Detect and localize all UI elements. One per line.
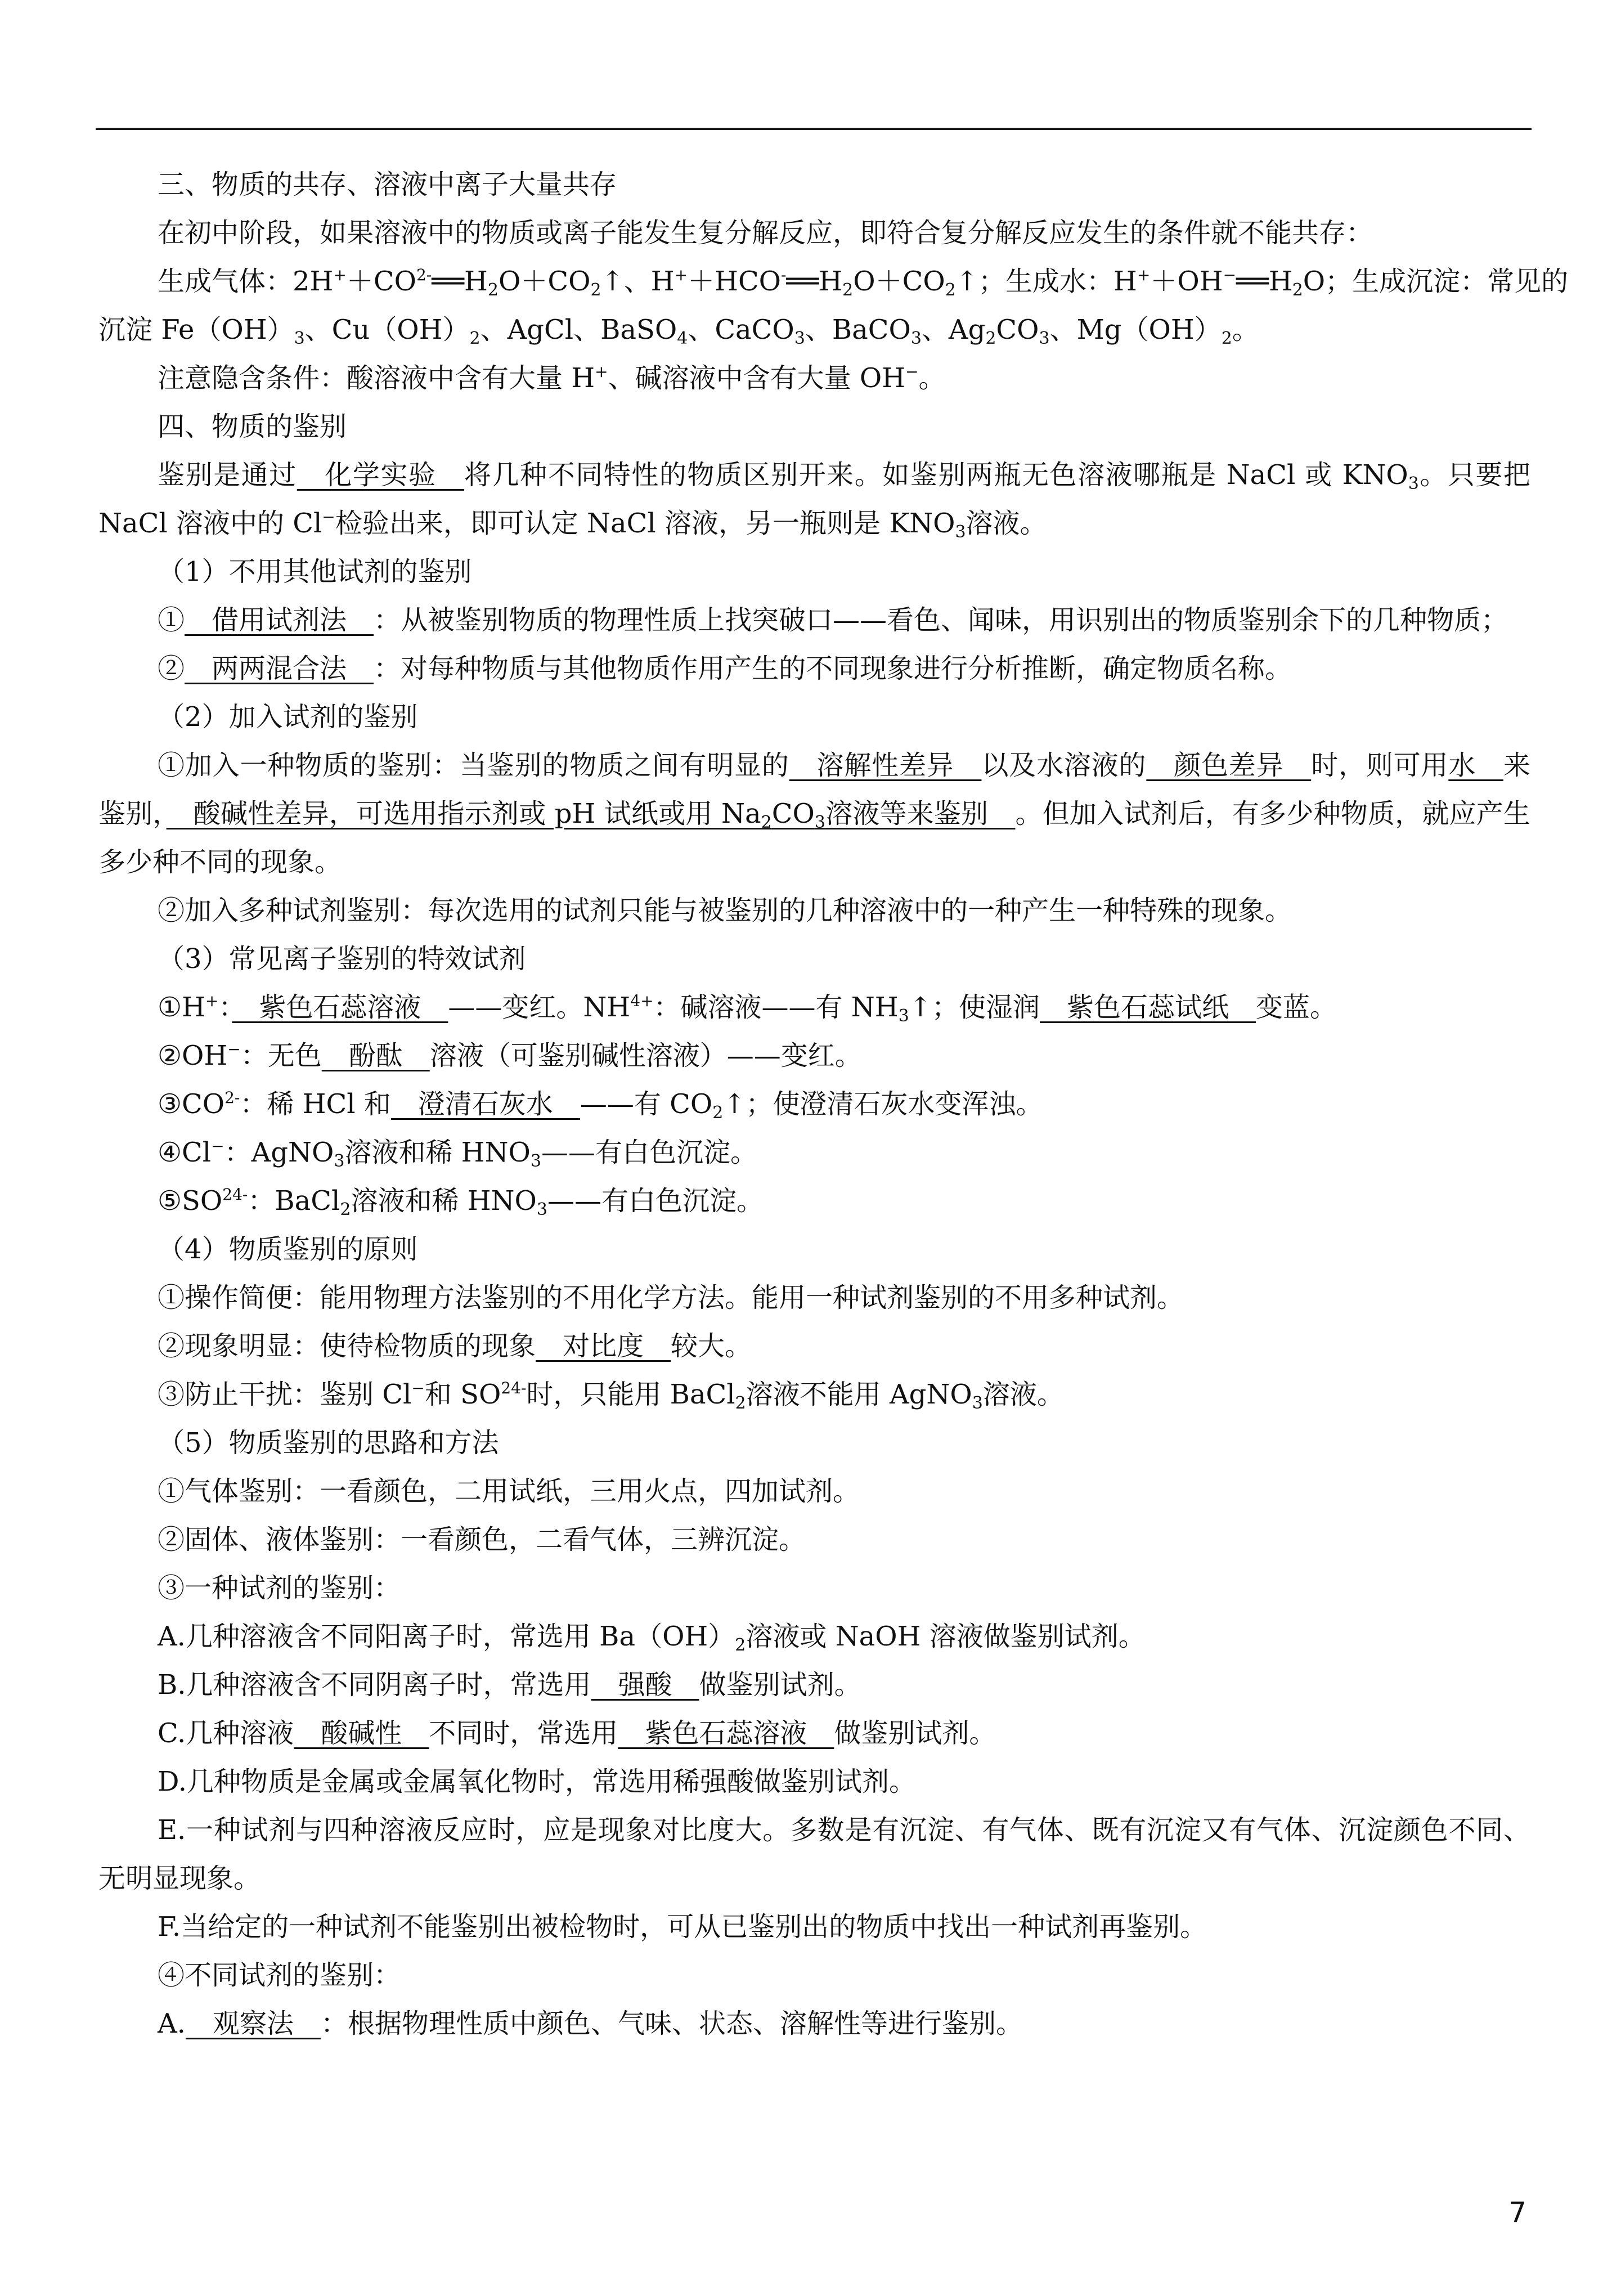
list-item: ①操作简便：能用物理方法鉴别的不用化学方法。能用一种试剂鉴别的不用多种试剂。 — [158, 1282, 1184, 1313]
answer-blank: 观察法 — [185, 2008, 321, 2039]
answer-blank: 借用试剂法 — [185, 604, 374, 636]
answer-blank: 两两混合法 — [185, 653, 374, 684]
answer-blank: 酸碱性 — [294, 1717, 429, 1749]
list-item: ④不同试剂的鉴别： — [158, 1959, 401, 1991]
answer-blank: 颜色差异 — [1146, 750, 1312, 781]
list-item: D.几种物质是金属或金属氧化物时，常选用稀强酸做鉴别试剂。 — [158, 1766, 917, 1797]
answer-blank: 酚酞 — [321, 1040, 430, 1071]
list-item: B.几种溶液含不同阴离子时，常选用 强酸 做鉴别试剂。 — [158, 1669, 861, 1701]
list-item: ④Cl−：AgNO$_3$溶液和稀 $HNO_3——$有白色沉淀。 — [158, 1137, 758, 1171]
answer-blank: 水 — [1448, 750, 1503, 781]
list-item: ①加入一种物质的鉴别：当鉴别的物质之间有明显的 溶解性差异 以及水溶液的 颜色差异 时，则可用水 来鉴别， 酸碱性差异，可选用指示剂或 pH 试纸或用 $Na_2CO_3$溶液等来鉴别 。但加入试剂后，有多少种物质，就应产生多少种不同的现象。 — [98, 750, 1530, 878]
header-rule — [96, 128, 1532, 130]
subsection-heading: （3）常见离子鉴别的特效试剂 — [158, 943, 526, 975]
list-item: ① 借用试剂法 ：从被鉴别物质的物理性质上找突破口——看色、闻味，用识别出的物质鉴别余下的几种物质； — [158, 604, 1508, 636]
list-item: ①H+： 紫色石蕊溶液 ——变红。$NH^{4+}$：碱溶液——有 $NH_3↑$；使湿润 紫色石蕊试纸 变蓝。 — [158, 992, 1337, 1026]
list-item: A. 观察法 ：根据物理性质中颜色、气味、状态、溶解性等进行鉴别。 — [158, 2008, 1023, 2039]
list-item: ③一种试剂的鉴别： — [158, 1572, 401, 1604]
note-line: 注意隐含条件：酸溶液中含有大量 H+、碱溶液中含有大量 OH−。 — [158, 362, 946, 394]
answer-blank: 澄清石灰水 — [390, 1088, 580, 1120]
precipitate-line: 沉淀 $Fe(OH)_3$、$Cu(OH)_2$、AgCl、BaSO$_4$、CaCO$_3$、BaCO$_3$、$Ag_2CO_3$、$Mg(OH)_2$。 — [98, 314, 1259, 348]
subsection-heading: （5）物质鉴别的思路和方法 — [158, 1427, 499, 1459]
answer-blank: 紫色石蕊溶液 — [232, 992, 448, 1023]
paragraph: 在初中阶段，如果溶液中的物质或离子能发生复分解反应，即符合复分解反应发生的条件就不能共存： — [158, 217, 1373, 249]
list-item: ②现象明显：使待检物质的现象 对比度 较大。 — [158, 1330, 752, 1362]
list-item: ②固体、液体鉴别：一看颜色，二看气体，三辨沉淀。 — [158, 1524, 806, 1555]
page-body — [98, 160, 1569, 2048]
list-item: C.几种溶液 酸碱性 不同时，常选用 紫色石蕊溶液 做鉴别试剂。 — [158, 1717, 996, 1749]
answer-blank: 紫色石蕊溶液 — [618, 1717, 834, 1749]
paragraph: 鉴别是通过 化学实验 将几种不同特性的物质区别开来。如鉴别两瓶无色溶液哪瓶是 NaCl 或 $KNO_3$。只要把 NaCl 溶液中的 Cl−检验出来，即可认定 NaCl 溶液，另一瓶则是 $KNO_3$溶液。 — [98, 459, 1530, 542]
subsection-heading: （4）物质鉴别的原则 — [158, 1234, 418, 1265]
list-item: ② 两两混合法 ：对每种物质与其他物质作用产生的不同现象进行分析推断，确定物质名称。 — [158, 653, 1292, 684]
list-item: ②OH−：无色 酚酞 溶液（可鉴别碱性溶液）——变红。 — [158, 1040, 862, 1071]
list-item: A.几种溶液含不同阳离子时，常选用 $Ba(OH)_2$溶液或 NaOH 溶液做鉴别试剂。 — [158, 1621, 1146, 1655]
section-title: 三、物质的共存、溶液中离子大量共存 — [158, 169, 617, 200]
list-item: E.一种试剂与四种溶液反应时，应是现象对比度大。多数是有沉淀、有气体、既有沉淀又有气体、沉淀颜色不同、无明显现象。 — [98, 1814, 1530, 1894]
list-item: ②加入多种试剂鉴别：每次选用的试剂只能与被鉴别的几种溶液中的一种产生一种特殊的现象。 — [158, 895, 1292, 926]
answer-blank: 紫色石蕊试纸 — [1040, 992, 1256, 1023]
equation-line: 生成气体：$2H^++CO^{2-}══H_2O+CO_2↑$、$H^++HCO^-══H_2O+CO_2↑$；生成水：$H^++OH^-══H_2O$；生成沉淀：常见的 — [158, 266, 1569, 300]
page-number: 7 — [1508, 2196, 1526, 2229]
answer-blank: 对比度 — [536, 1330, 671, 1362]
list-item: $⑤SO^{24-}$：BaCl$_2$溶液和稀 $HNO_3——$有白色沉淀。 — [158, 1185, 764, 1219]
section-title: 四、物质的鉴别 — [158, 411, 347, 442]
list-item: F.当给定的一种试剂不能鉴别出被检物时，可从已鉴别出的物质中找出一种试剂再鉴别。 — [158, 1911, 1207, 1943]
subsection-heading: （1）不用其他试剂的鉴别 — [158, 556, 472, 588]
list-item: ①气体鉴别：一看颜色，二用试纸，三用火点，四加试剂。 — [158, 1476, 860, 1507]
list-item: ③防止干扰：鉴别 Cl−和 $SO^{24-}$时，只能用 BaCl$_2$溶液不能用 AgNO$_3$溶液。 — [158, 1379, 1064, 1413]
answer-blank: 酸碱性差异，可选用指示剂或 pH 试纸或用 $Na_2CO_3$溶液等来鉴别 — [166, 798, 1016, 832]
list-item: $③CO^{2-}$：稀 HCl 和 澄清石灰水 ——有 $CO_2↑$；使澄清石灰水变浑浊。 — [158, 1088, 1043, 1123]
answer-blank: 强酸 — [591, 1669, 699, 1701]
subsection-heading: （2）加入试剂的鉴别 — [158, 701, 418, 733]
answer-blank: 溶解性差异 — [789, 750, 982, 781]
answer-blank: 化学实验 — [297, 459, 465, 491]
